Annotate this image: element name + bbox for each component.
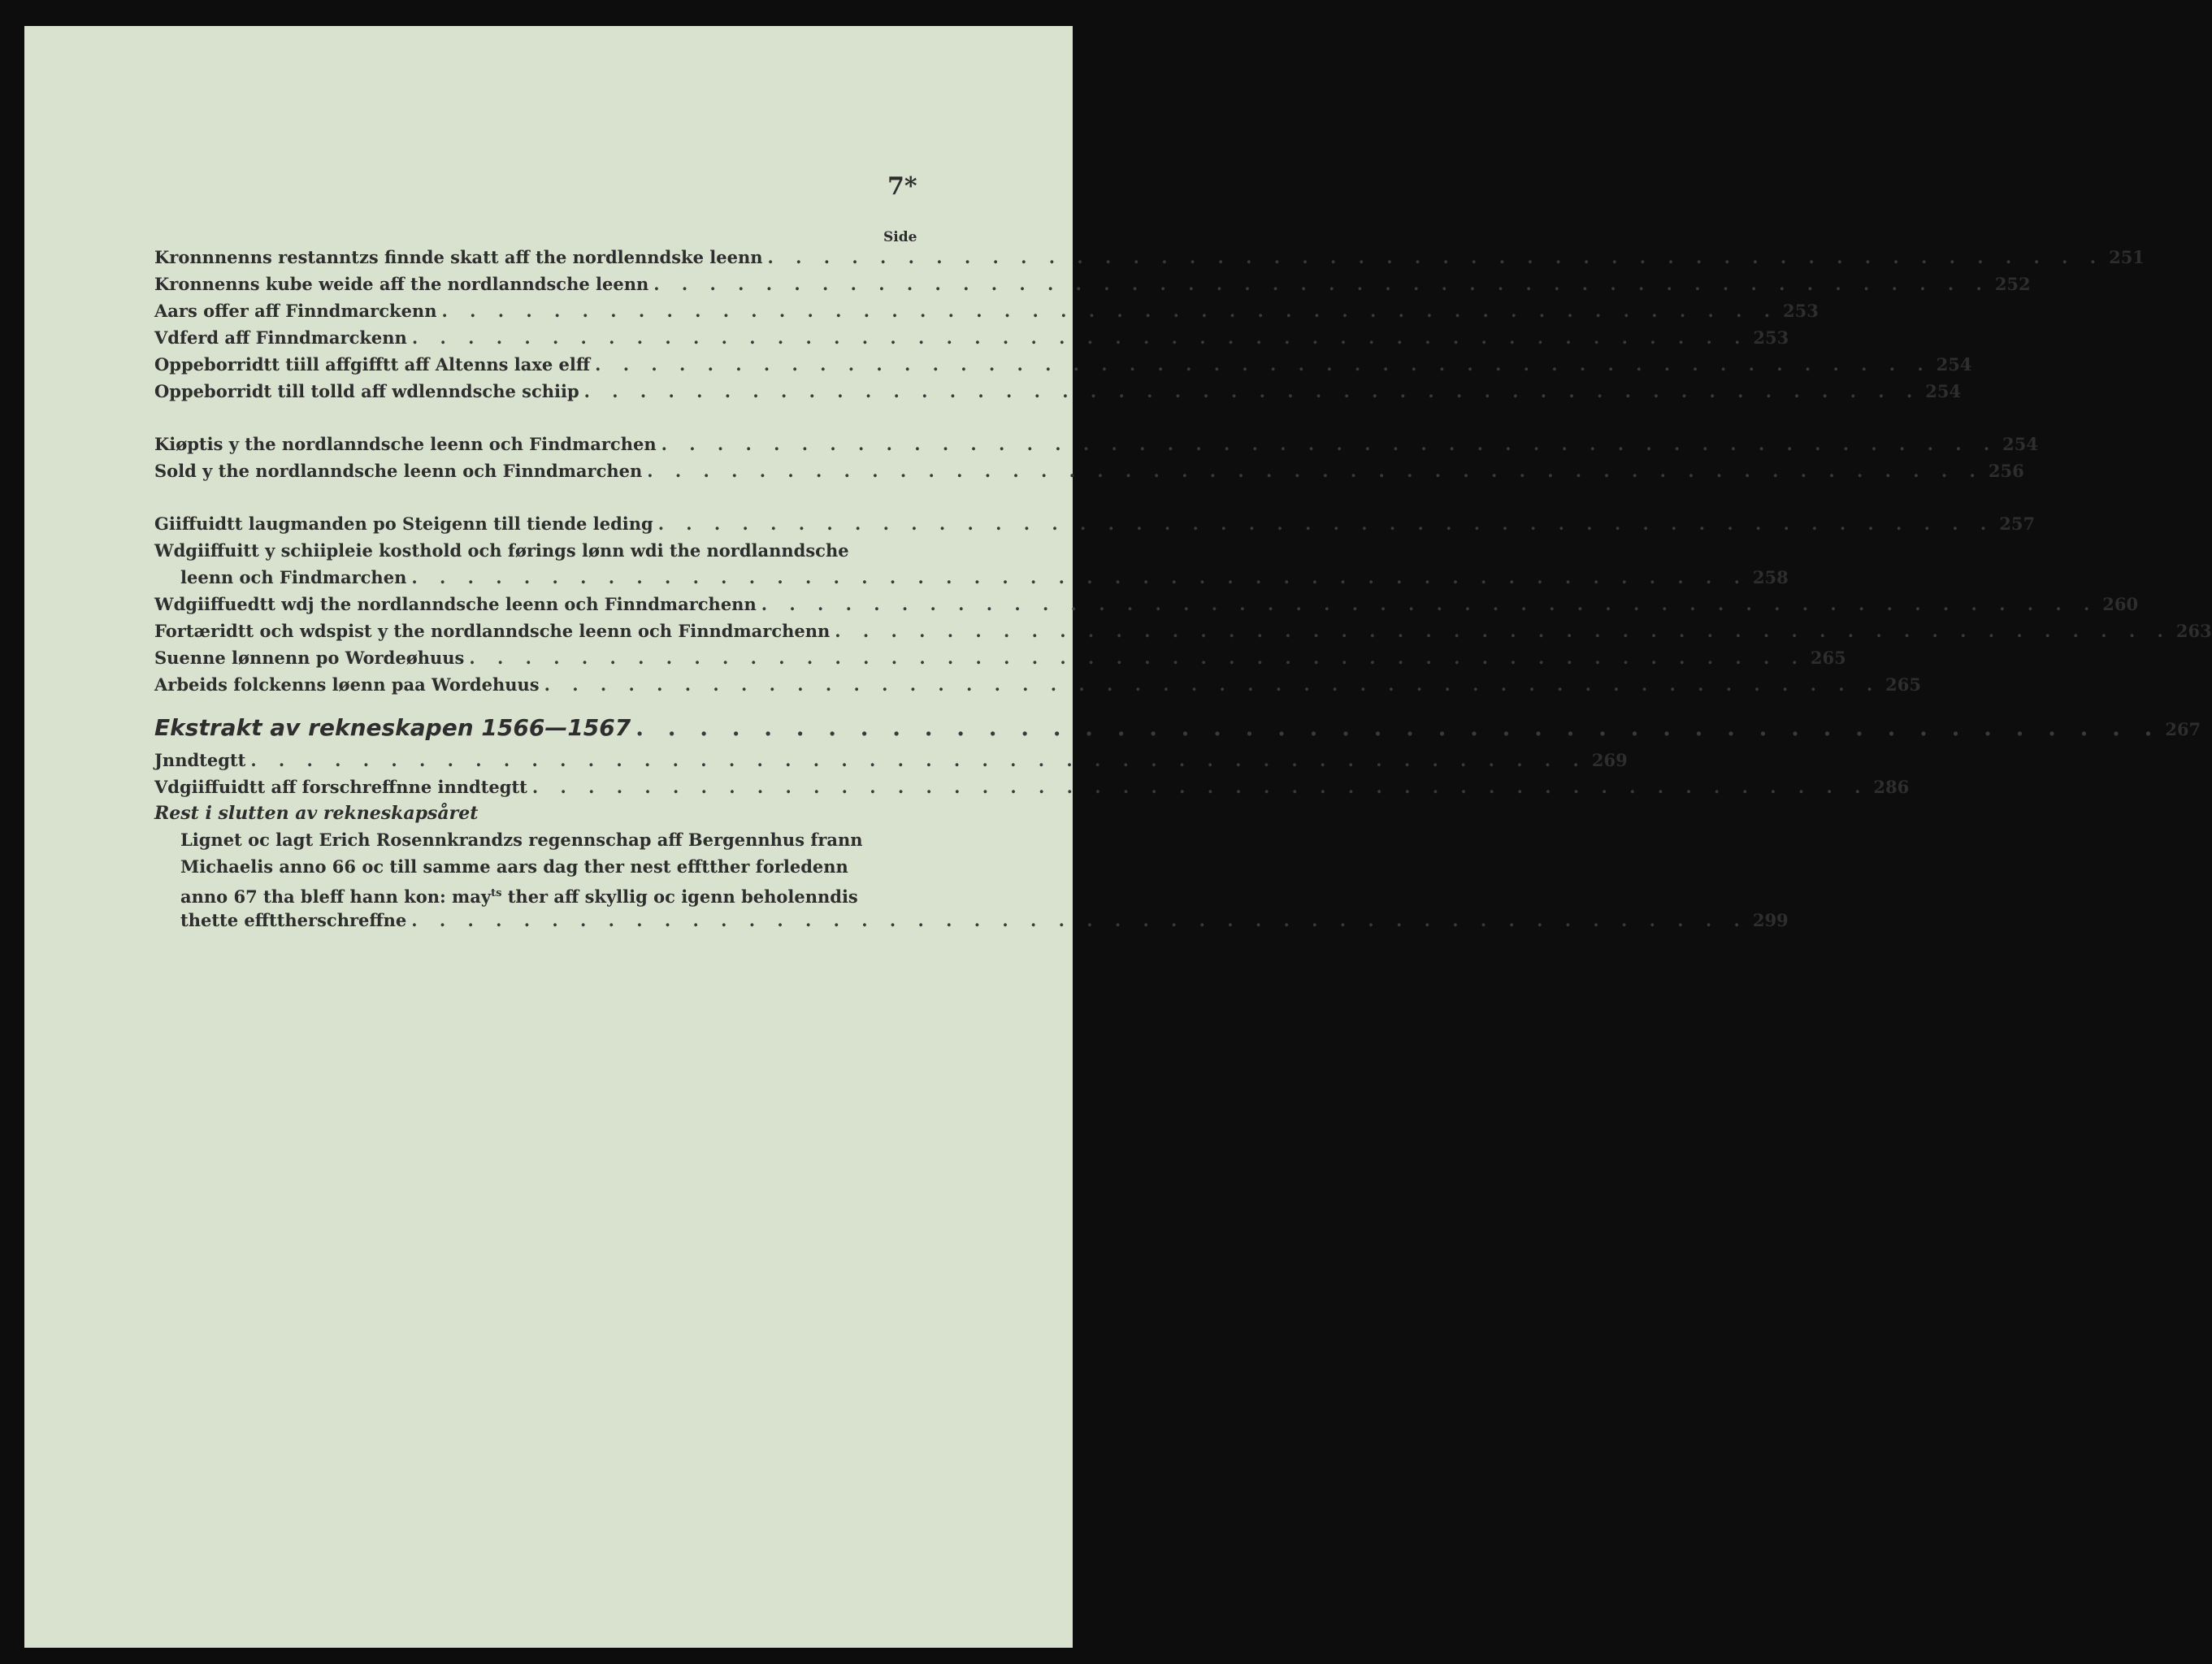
toc-entry	[154, 324, 1789, 351]
paragraph-entry	[154, 826, 1789, 934]
toc-entry-title: Oppeborridt till tolld aff wdlenndsche schiip	[154, 381, 579, 401]
leader-dots: . . . . . . . . . . . . . . . . . . . . . . . . . . . . . . . . . . . . . . . . . . . . . . . .	[767, 247, 2105, 267]
toc-entry-page: 254	[2002, 434, 2038, 454]
toc-entry-title: Kronnnenns restanntzs finnde skatt aff the nordlenndske leenn	[154, 247, 763, 267]
table-of-contents	[154, 244, 2212, 934]
toc-entry-page: 257	[1999, 514, 2036, 534]
toc-entry-page: 265	[1885, 674, 1922, 695]
paragraph-last-line	[180, 907, 1789, 934]
toc-entry	[154, 271, 2031, 297]
toc-entry	[154, 644, 1846, 671]
toc-entry-page: 253	[1753, 327, 1789, 348]
toc-entry	[154, 510, 2036, 537]
toc-entry-page: 256	[1988, 461, 2024, 481]
toc-entry-title: Wdgiiffuitt y schiipleie kosthold och førings lønn wdi the nordlanndsche	[154, 540, 849, 561]
toc-entry-wrapped-line	[154, 537, 915, 564]
toc-entry-title: Aars offer aff Finndmarckenn	[154, 301, 437, 321]
leader-dots: . . . . . . . . . . . . . . . . . . . . . . . . . . . . . . . . . . . . . . . . . . . . . . . .	[661, 434, 1998, 454]
section-heading-page: 267	[2165, 719, 2201, 739]
leader-dots: . . . . . . . . . . . . . . . . . . . . . . . . . . . . . . . . . . . . . . . . . . . . . . . .	[250, 750, 1587, 770]
group-spacer	[154, 698, 915, 709]
toc-entry	[154, 671, 1922, 698]
leader-dots: . . . . . . . . . . . . . . . . . . . . . . . . . . . . . . . . . . . . . . . . . . . . . . . .	[441, 301, 1779, 321]
toc-entry-page: 254	[1936, 354, 1972, 375]
toc-entry-page: 299	[1752, 910, 1789, 930]
toc-entry-page: 263	[2175, 621, 2212, 641]
toc-entry	[154, 457, 2024, 484]
toc-entry-title: Jnndtegtt	[154, 750, 246, 770]
paragraph-text: thette effttherschreffne	[180, 910, 407, 930]
group-spacer	[154, 484, 915, 510]
toc-entry-page: 265	[1810, 648, 1846, 668]
toc-entry-title: Kronnenns kube weide aff the nordlanndsche leenn	[154, 274, 649, 294]
toc-entry	[154, 774, 1910, 800]
toc-entry-title: Wdgiiffuedtt wdj the nordlanndsche leenn och Finndmarchenn	[154, 594, 757, 614]
toc-entry-page: 254	[1925, 381, 1962, 401]
leader-dots: . . . . . . . . . . . . . . . . . . . . . . . . . . . . . . . . . . . . . . . . . . . . . . . .	[761, 594, 2098, 614]
toc-entry-page: 251	[2109, 247, 2145, 267]
leader-dots: . . . . . . . . . . . . . . . . . . . . . . . . . . . . . . . . . . . . . . . . . . . . . . . .	[653, 274, 1990, 294]
toc-entry-page: 252	[1994, 274, 2031, 294]
leader-dots: . . . . . . . . . . . . . . . . . . . . . . . . . . . . . . . . . . . . . . . . . . . . . . . .	[595, 354, 1932, 375]
paragraph-line: Lignet oc lagt Erich Rosennkrandzs regennschap aff Bergennhus frann	[180, 830, 863, 850]
leader-dots: . . . . . . . . . . . . . . . . . . . . . . . . . . . . . . . . . . . . . . . . . . . . . . . .	[411, 327, 1749, 348]
toc-entry	[154, 591, 2139, 618]
superscript: ts	[491, 887, 502, 899]
toc-entry-title: Giiffuidtt laugmanden po Steigenn till tiende leding	[154, 514, 653, 534]
toc-entry	[154, 431, 2038, 457]
toc-entry-title: Suenne lønnenn po Wordeøhuus	[154, 648, 465, 668]
leader-dots: . . . . . . . . . . . . . . . . . . . . . . . . . . . . . . . . . . . . . . . . . . . . . . . .	[835, 621, 2171, 641]
subheading: Rest i slutten av rekneskapsåret	[154, 803, 479, 824]
toc-entry-title: Kiøptis y the nordlanndsche leenn och Findmarchen	[154, 434, 657, 454]
toc-entry	[154, 747, 1628, 774]
toc-entry	[154, 244, 2145, 271]
toc-entry-title: Fortæridtt och wdspist y the nordlanndsche leenn och Finndmarchenn	[154, 621, 831, 641]
toc-entry-page: 260	[2102, 594, 2139, 614]
toc-entry-page: 269	[1591, 750, 1628, 770]
paragraph-line	[180, 880, 915, 907]
leader-dots: . . . . . . . . . . . . . . . . . . . . . . . . . . . . . . . . . . . . . . . . . . . . . . . .	[657, 514, 1995, 534]
toc-entry-continuation	[154, 564, 1789, 591]
toc-entry-page: 286	[1873, 777, 1910, 797]
leader-dots: . . . . . . . . . . . . . . . . . . . . . . . . . . . . . . . . . . . . . . . . . . . . . . . .	[647, 461, 1984, 481]
toc-entry	[154, 297, 1819, 324]
leader-dots: . . . . . . . . . . . . . . . . . . . . . . . . . . . . . . . . . . . . . . . . . . . . . . . .	[411, 567, 1748, 587]
section-heading-title: Ekstrakt av rekneskapen 1566—1567	[154, 714, 631, 741]
toc-entry-title: Vdgiiffuidtt aff forschreffnne inndtegtt	[154, 777, 527, 797]
leader-dots: . . . . . . . . . . . . . . . . . . . . . . . . . . . . . . . . . . . . . . . . . . . . . . . .	[411, 910, 1748, 930]
paragraph-text: ther aff skyllig oc igenn beholenndis	[501, 886, 858, 907]
document-page	[24, 26, 2212, 1648]
toc-entry-title: Arbeids folckenns løenn paa Wordehuus	[154, 674, 540, 695]
leader-dots: . . . . . . . . . . . . . . . . . . . . . . . . . . . . . . . . . . . . . . . . . . . . . . . .	[531, 777, 1869, 797]
section-heading	[154, 709, 2201, 747]
leader-dots: . . . . . . . . . . . . . . . . . . . . . . . . . . . . . . . . . . . . . . . . . . . . . . . .	[544, 674, 1881, 695]
leader-dots: . . . . . . . . . . . . . . . . . . . . . . . . . . . . . . . . . . . . . . . . . . . . . . . .	[583, 381, 1921, 401]
leader-dots: . . . . . . . . . . . . . . . . . . . . . . . . . . . . . . . . . . . . . . . . . . . . . . . .	[635, 714, 2161, 741]
paragraph-text: anno 67 tha bleff hann kon: may	[180, 886, 492, 907]
toc-entry-title: Vdferd aff Finndmarckenn	[154, 327, 407, 348]
page-number: 7*	[887, 172, 917, 201]
toc-entry	[154, 378, 1962, 405]
group-spacer	[154, 405, 915, 431]
column-header: Side	[883, 229, 917, 245]
toc-entry	[154, 618, 2212, 644]
toc-entry-page: 258	[1752, 567, 1789, 587]
toc-entry-title: leenn och Findmarchen	[180, 567, 407, 587]
paragraph-line: Michaelis anno 66 oc till samme aars dag ther nest efftther forledenn	[180, 856, 848, 877]
toc-entry-title: Sold y the nordlanndsche leenn och Finndmarchen	[154, 461, 643, 481]
leader-dots: . . . . . . . . . . . . . . . . . . . . . . . . . . . . . . . . . . . . . . . . . . . . . . . .	[469, 648, 1806, 668]
toc-entry-title: Oppeborridtt tiill affgifftt aff Altenns laxe elff	[154, 354, 591, 375]
toc-entry-page: 253	[1783, 301, 1819, 321]
toc-entry	[154, 351, 1972, 378]
